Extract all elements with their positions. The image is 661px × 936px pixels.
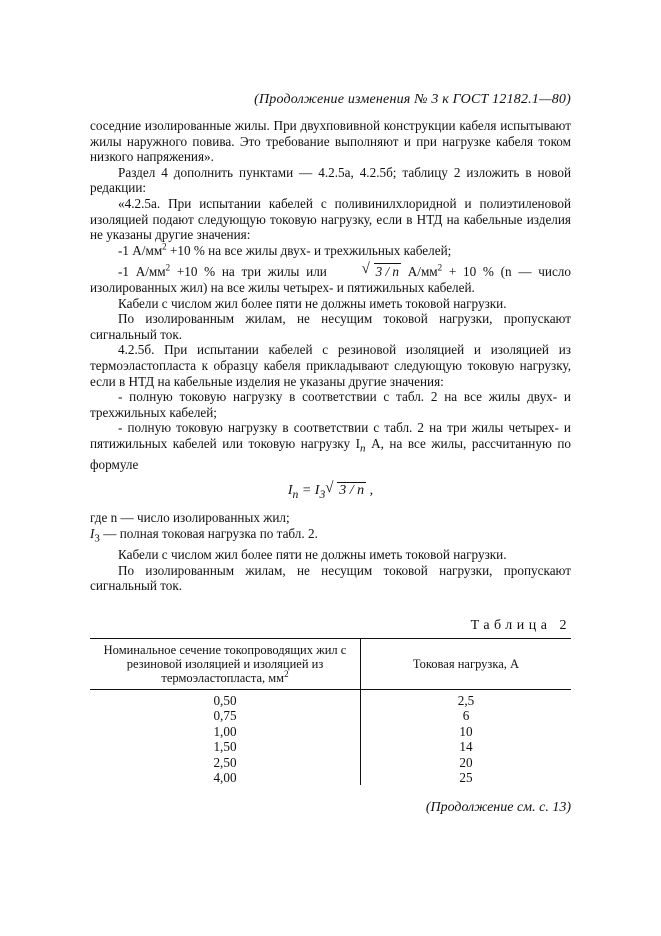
table-row [90, 690, 571, 709]
p12-text: — полная токовая нагрузка по табл. 2. [99, 525, 318, 541]
paragraph-8: 4.2.5б. При испытании кабелей с резиновой изоляцией и изоляцией из термоэластопласта к образцу кабеля прикладывают следующую токовую нагрузку, если в НТД на кабельные изделия не указаны другие значения: [90, 342, 571, 389]
table-caption: Таблица 2 [470, 618, 571, 633]
paragraph-1: соседние изолированные жилы. При двухповивной конструкции кабеля испытывают жилы наружного повива. Это требование выполняют и при нагрузке кабеля током низкого напряжения». [90, 118, 571, 165]
table-header-section [90, 639, 361, 690]
continuation-note: (Продолжение см. с. 13) [425, 800, 571, 815]
cell-section: 2,50 [90, 755, 361, 770]
formula-sub: 3 [319, 487, 326, 501]
paragraph-13: Кабели с числом жил более пяти не должны иметь токовой нагрузки. [118, 546, 507, 562]
superscript: 2 [162, 241, 167, 252]
table-header-row [90, 639, 571, 690]
cell-load: 14 [459, 739, 473, 755]
col1-header-text: Номинальное сечение токопроводящих жил с резиновой изоляцией и изоляцией из термоэластопласта, мм [103, 643, 347, 685]
cell-load: 6 [462, 708, 470, 724]
paragraph-11: где n — число изолированных жил; [90, 510, 290, 526]
cell-section: 0,50 [90, 690, 361, 709]
cell-section: 4,00 [90, 770, 361, 785]
running-header: (Продолжение изменения № 3 к ГОСТ 12182.1—80) [254, 92, 571, 107]
cell-load: 10 [459, 723, 473, 739]
table-header-load: Токовая нагрузка, А [361, 639, 572, 690]
formula-sqrt: √ 3 / n [325, 479, 365, 498]
cell-load: 2,5 [457, 693, 475, 708]
formula [90, 479, 571, 502]
sqrt-expression: √ 3 / n [361, 261, 400, 280]
p12-sub: 3 [94, 532, 100, 545]
data-table [90, 638, 571, 785]
paragraph-14: По изолированным жилам, не несущим токовой нагрузки, пропускают сигнальный ток. [90, 562, 571, 594]
table-row [90, 770, 571, 785]
formula-lhs: I [287, 482, 293, 498]
p12-symbol: I [90, 525, 95, 541]
cell-section: 0,75 [90, 708, 361, 723]
cell-load: 25 [459, 770, 473, 786]
p10-sub: n [360, 442, 366, 455]
table-row [90, 708, 571, 723]
p5-pre: -1 А/мм [118, 264, 166, 280]
paragraph-12 [90, 526, 571, 547]
cell-section: 1,50 [90, 739, 361, 754]
superscript: 2 [165, 262, 171, 273]
p5-unit: А/мм [401, 264, 438, 280]
table-row [90, 739, 571, 754]
p10-post: А, на все жилы, рассчитанную по формуле [90, 435, 571, 473]
paragraph-6: Кабели с числом жил более пяти не должны иметь токовой нагрузки. [118, 295, 507, 311]
paragraph-5 [90, 261, 571, 295]
formula-lhs-sub: n [292, 487, 299, 501]
sqrt-radicand: 3 / n [375, 264, 400, 280]
p4-pre: -1 А/мм [118, 242, 163, 258]
col1-header-sup: 2 [284, 668, 289, 679]
paragraph-9: - полную токовую нагрузку в соответствии с табл. 2 на все жилы двух- и трехжильных кабелей; [90, 389, 571, 420]
paragraph-3: «4.2.5а. При испытании кабелей с поливинилхлоридной и полиэтиленовой изоляцией подают следующую токовую нагрузку, если в НТД на кабельные изделия не указаны другие значения: [90, 195, 571, 243]
p10-text: - полную токовую нагрузку в соответствии с табл. 2 на три жилы четырех- и пятижильных кабелей или токовую нагрузку I [90, 420, 571, 451]
p4-post: +10 % на все жилы двух- и трехжильных кабелей; [166, 242, 452, 258]
paragraph-10 [90, 420, 571, 472]
cell-load: 20 [459, 754, 473, 770]
paragraph-2: Раздел 4 дополнить пунктами — 4.2.5а, 4.2.5б; таблицу 2 изложить в новой редакции: [90, 164, 571, 196]
formula-radicand: 3 / n [339, 482, 365, 498]
p5-mid: +10 % на три жилы или [170, 264, 334, 280]
table-row [90, 724, 571, 739]
p5-post: + 10 % (n — число изолированных жил) на все жилы четырех- и пятижильных кабелей. [90, 264, 571, 295]
superscript: 2 [437, 262, 443, 273]
cell-section: 1,00 [90, 724, 361, 739]
paragraph-7: По изолированным жилам, не несущим токовой нагрузки, пропускают сигнальный ток. [90, 311, 571, 342]
table-row [90, 755, 571, 770]
formula-end: , [366, 482, 374, 498]
formula-eq: = I [298, 482, 320, 498]
body-text [90, 118, 571, 594]
paragraph-4 [90, 243, 571, 259]
